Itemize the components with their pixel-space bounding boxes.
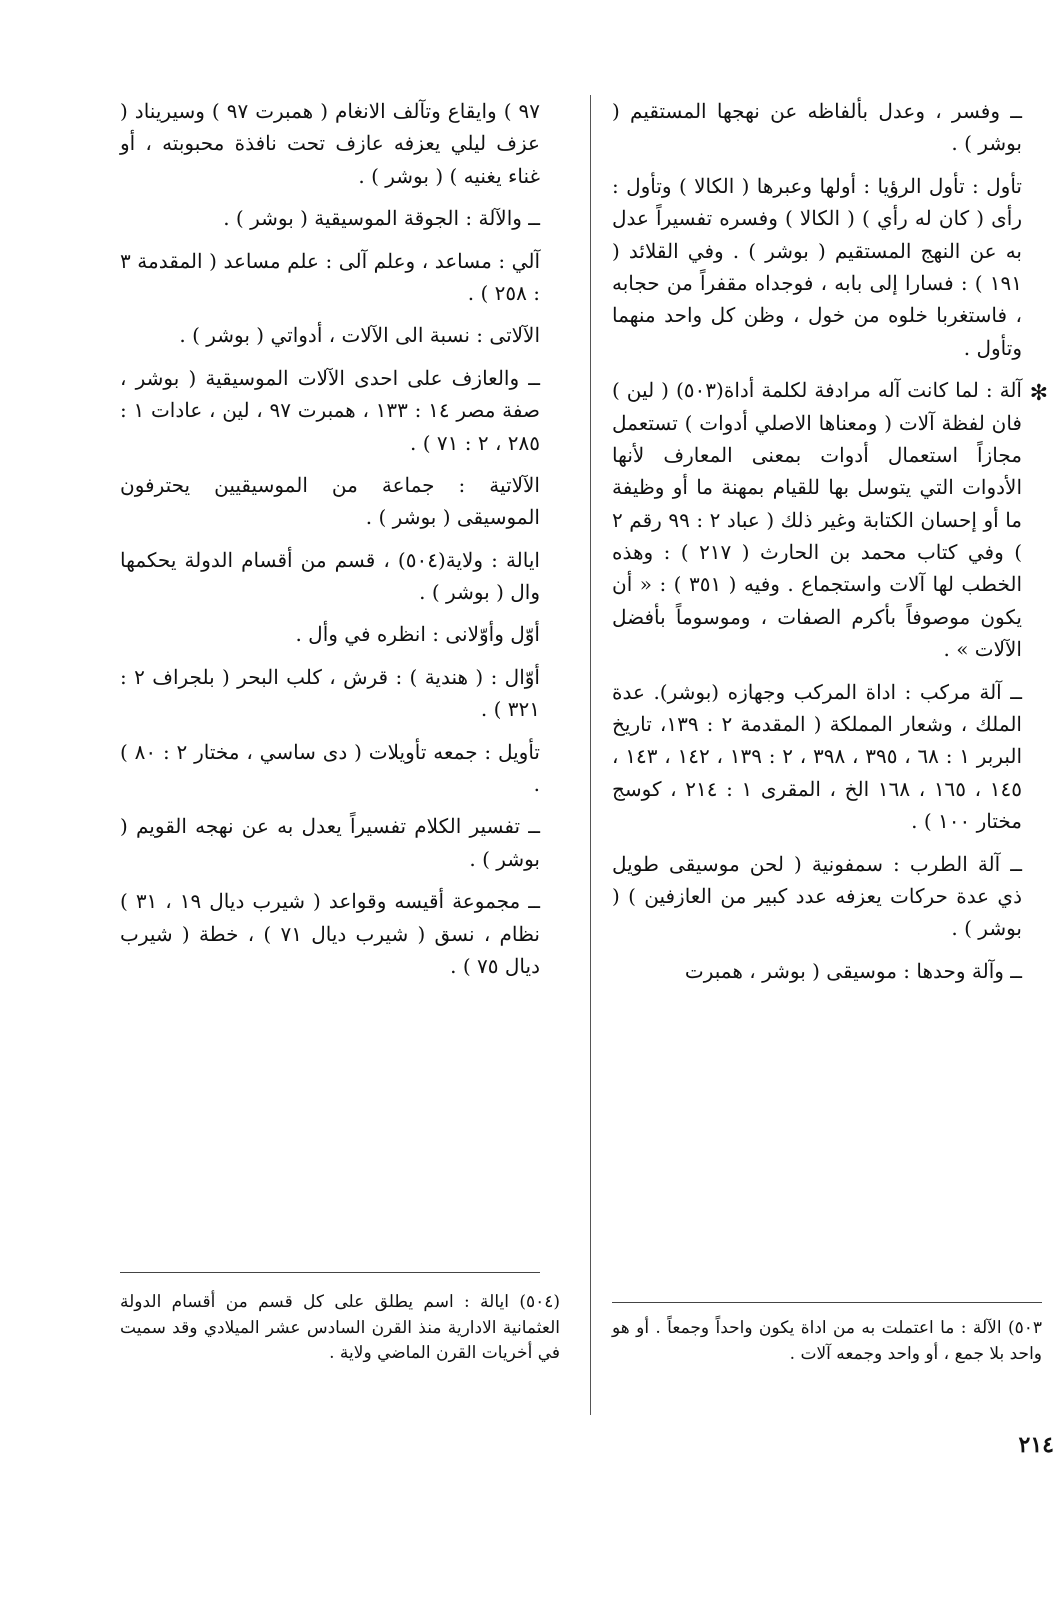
- entry-continuation-hambert: ٩٧ ) وايقاع وتآلف الانغام ( همبرت ٩٧ ) وسيريناد ( عزف ليلي يعزفه عازف تحت نافذة محبوبته ، أو غناء يغنيه ) ( بوشر ) .: [120, 99, 540, 188]
- entry-al-azif: ــ والعازف على احدى الآلات الموسيقية ( بوشر ، صفة مصر ١٤ : ١٣٣ ، همبرت ٩٧ ، لين ، عادات ١ : ٢٨٥ ، ٢ : ٧١ ) .: [120, 365, 540, 455]
- footnote-504: (٥٠٤) ايالة : اسم يطلق على كل قسم من أقسام الدولة العثمانية الادارية منذ القرن السادس عشر الميلادي وقد سميت في أخريات القرن الماضي ولاية .: [120, 1292, 560, 1363]
- footnote-503: ٥٠٣) الآلة : ما اعتملت به من اداة يكون واحداً وجمعاً . أو هو واحد بلا جمع ، أو واحد وجمعه آلات .: [612, 1318, 1042, 1364]
- entry-alatiyya: الآلاتية : جماعة من الموسيقيين يحترفون الموسيقى ( بوشر ) .: [120, 472, 540, 530]
- entry-tawil: تأويل : جمعه تأويلات ( دى ساسي ، مختار ٢ : ٨٠ ) .: [120, 739, 540, 797]
- footnote-rule-right: [612, 1302, 1042, 1303]
- entry-alati: الآلاتى : نسبة الى الآلات ، أدواتي ( بوشر ) .: [179, 323, 540, 348]
- entry-ala-text: آلة : لما كانت آله مرادفة لكلمة أداة(٥٠٣) ( لين ) فان لفظة آلات ( ومعناها الاصلي أدوات ) تستعمل مجازاً استعمال أدوات بمعنى المعارف لأنها الأدوات التي يتوسل بها للقيام بمهنة ما أو وظيفة ما أو إحسان الكتابة وغير ذلك ( عباد ٢ : ٩٩ رقم ٢ ) وفي كتاب محمد بن الحارث ( ٢١٧ ) : وهذه الخطب لها آلات واستجماع . وفيه ( ٣٥١ ) : « أن يكون موصوفاً بأكرم الصفات ، وموسوماً بأفضل الآلات » .: [612, 378, 1023, 662]
- entry-ali: آلي : مساعد ، وعلم آلى : علم مساعد ( المقدمة ٣ : ٢٥٨ ) .: [120, 248, 540, 305]
- entry-ala: [612, 374, 1048, 666]
- entry-al-ala-jawqa: ــ والآلة : الجوقة الموسيقية ( بوشر ) .: [223, 206, 540, 231]
- entry-iyala: ايالة : ولاية(٥٠٤) ، قسم من أقسام الدولة يحكمها وال ( بوشر ) .: [120, 547, 540, 605]
- left-column: [120, 95, 540, 992]
- entry-majmua: ــ مجموعة أقيسه وقواعد ( شيرب ديال ١٩ ، ٣١ ) نظام ، نسق ( شيرب ديال ٧١ ) ، خطة ( شيرب ديال ٧٥ ) .: [120, 889, 540, 978]
- page-number: ٢١٤: [1018, 1432, 1054, 1458]
- entry-tafsir: ــ تفسير الكلام تفسيراً يعدل به عن نهجه القويم ( بوشر ) .: [120, 814, 540, 871]
- star-marker-icon: ✻: [1029, 381, 1048, 407]
- entry-alat-markab: ــ آلة مركب : اداة المركب وجهازه (بوشر). عدة الملك ، وشعار المملكة ( المقدمة ٢ : ١٣٩، تاريخ البربر ١ : ٦٨ ، ٣٩٥ ، ٣٩٨ ، ٢ : ١٣٩ ، ١٤٢ ، ١٤٣ ، ١٤٥ ، ١٦٥ ، ١٦٨ الخ ، المقرى ١ : ٢١٤ ، كوسج مختار ١٠٠ ) .: [612, 679, 1023, 834]
- entry-alat-tarab: ــ آلة الطرب : سمفونية ( لحن موسيقى طويل ذي عدة حركات يعزفه عدد كبير من العازفين ) ( بوشر ) .: [612, 851, 1022, 941]
- entry-awwal-hindiyya: أوّال : ( هندية ) : قرش ، كلب البحر ( بلجراف ٢ : ٣٢١ ) .: [120, 664, 540, 722]
- column-divider: [590, 95, 591, 1415]
- entry-awwal: أوّل وأوّلانى : انظره في وأل .: [295, 622, 540, 647]
- right-column: [612, 95, 1048, 997]
- entry-wa-ala-wahdaha: ــ وآلة وحدها : موسيقى ( بوشر ، همبرت: [684, 958, 1022, 983]
- entry-taawwal: تأول : تأول الرؤيا : أولها وعبرها ( الكالا ) وتأول : رأى ( كان له رأي ) ( الكالا ) وفسره تفسيراً عدل به عن النهج المستقيم ( بوشر ) . وفي القلائد ( ١٩١ ) : فسارا إلى بابه ، فوجداه مقفراً من حجابه ، فاستغربا خلوه من خول ، وظن كل واحد منهما وتأول .: [612, 173, 1022, 360]
- entry-wafassar: ــ وفسر ، وعدل بألفاظه عن نهجها المستقيم ( بوشر ) .: [612, 99, 1022, 156]
- footnote-rule-left: [120, 1272, 540, 1273]
